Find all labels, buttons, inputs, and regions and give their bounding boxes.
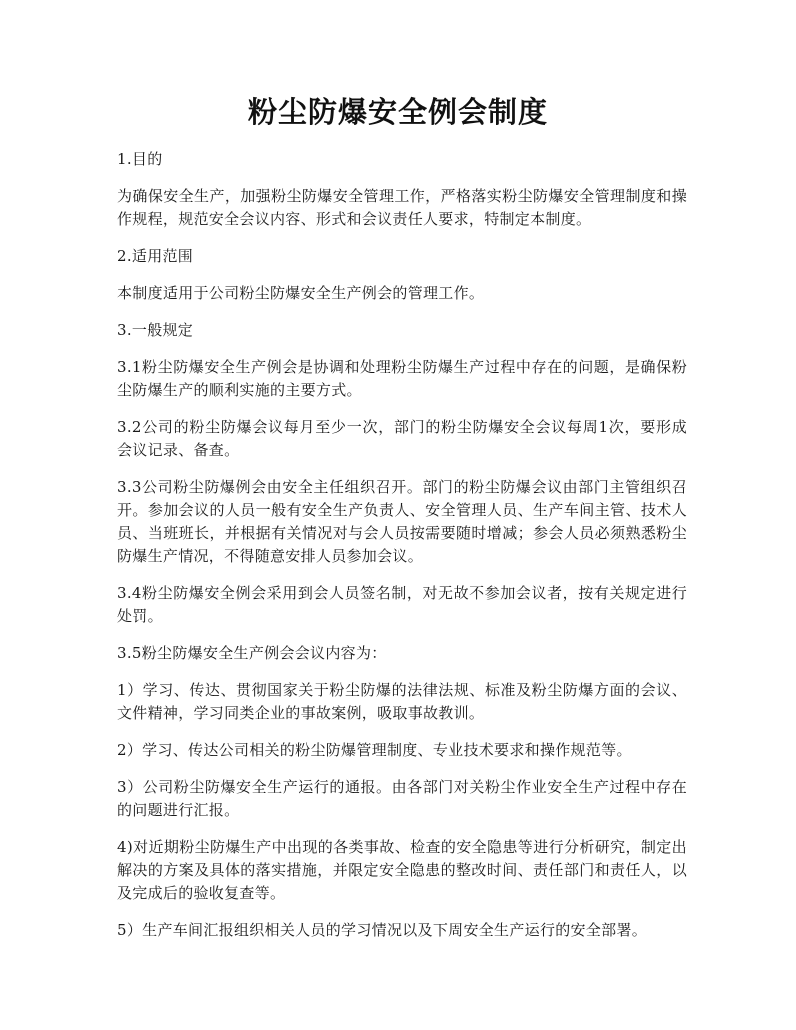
document-body: [117, 148, 687, 956]
clause-3-3: 3.3公司粉尘防爆例会由安全主任组织召开。部门的粉尘防爆会议由部门主管组织召开。参加会议的人员一般有安全生产负责人、安全管理人员、生产车间主管、技术人员、当班班长，并根据有关情况对与会人员按需要随时增减；参会人员必须熟悉粉尘防爆生产情况，不得随意安排人员参加会议。: [117, 478, 687, 565]
section-heading-purpose: 1.目的: [117, 150, 163, 168]
list-item-3: 3）公司粉尘防爆安全生产运行的通报。由各部门对关粉尘作业安全生产过程中存在的问题进行汇报。: [117, 778, 687, 819]
clause-3-1: 3.1粉尘防爆安全生产例会是协调和处理粉尘防爆生产过程中存在的问题，是确保粉尘防爆生产的顺利实施的主要方式。: [117, 358, 687, 399]
paragraph-scope: 本制度适用于公司粉尘防爆安全生产例会的管理工作。: [117, 284, 485, 302]
paragraph-purpose: 为确保安全生产，加强粉尘防爆安全管理工作，严格落实粉尘防爆安全管理制度和操作规程，规范安全会议内容、形式和会议责任人要求，特制定本制度。: [117, 187, 687, 228]
clause-3-5: 3.5粉尘防爆安全生产例会会议内容为：: [117, 644, 387, 662]
clause-3-4: 3.4粉尘防爆安全例会采用到会人员签名制，对无故不参加会议者，按有关规定进行处罚。: [117, 584, 687, 625]
section-heading-general: 3.一般规定: [117, 321, 194, 339]
list-item-4: 4)对近期粉尘防爆生产中出现的各类事故、检查的安全隐患等进行分析研究，制定出解决的方案及具体的落实措施，并限定安全隐患的整改时间、责任部门和责任人，以及完成后的验收复查等。: [117, 838, 687, 902]
section-heading-scope: 2.适用范围: [117, 247, 194, 265]
clause-3-2: 3.2公司的粉尘防爆会议每月至少一次，部门的粉尘防爆安全会议每周1次，要形成会议记录、备查。: [117, 418, 687, 459]
document-title: 粉尘防爆安全例会制度: [247, 95, 548, 129]
list-item-2: 2）学习、传达公司相关的粉尘防爆管理制度、专业技术要求和操作规范等。: [117, 741, 632, 759]
list-item-5: 5）生产车间汇报组织相关人员的学习情况以及下周安全生产运行的安全部署。: [117, 921, 648, 939]
list-item-1: 1）学习、传达、贯彻国家关于粉尘防爆的法律法规、标准及粉尘防爆方面的会议、文件精神，学习同类企业的事故案例，吸取事故教训。: [117, 681, 687, 722]
